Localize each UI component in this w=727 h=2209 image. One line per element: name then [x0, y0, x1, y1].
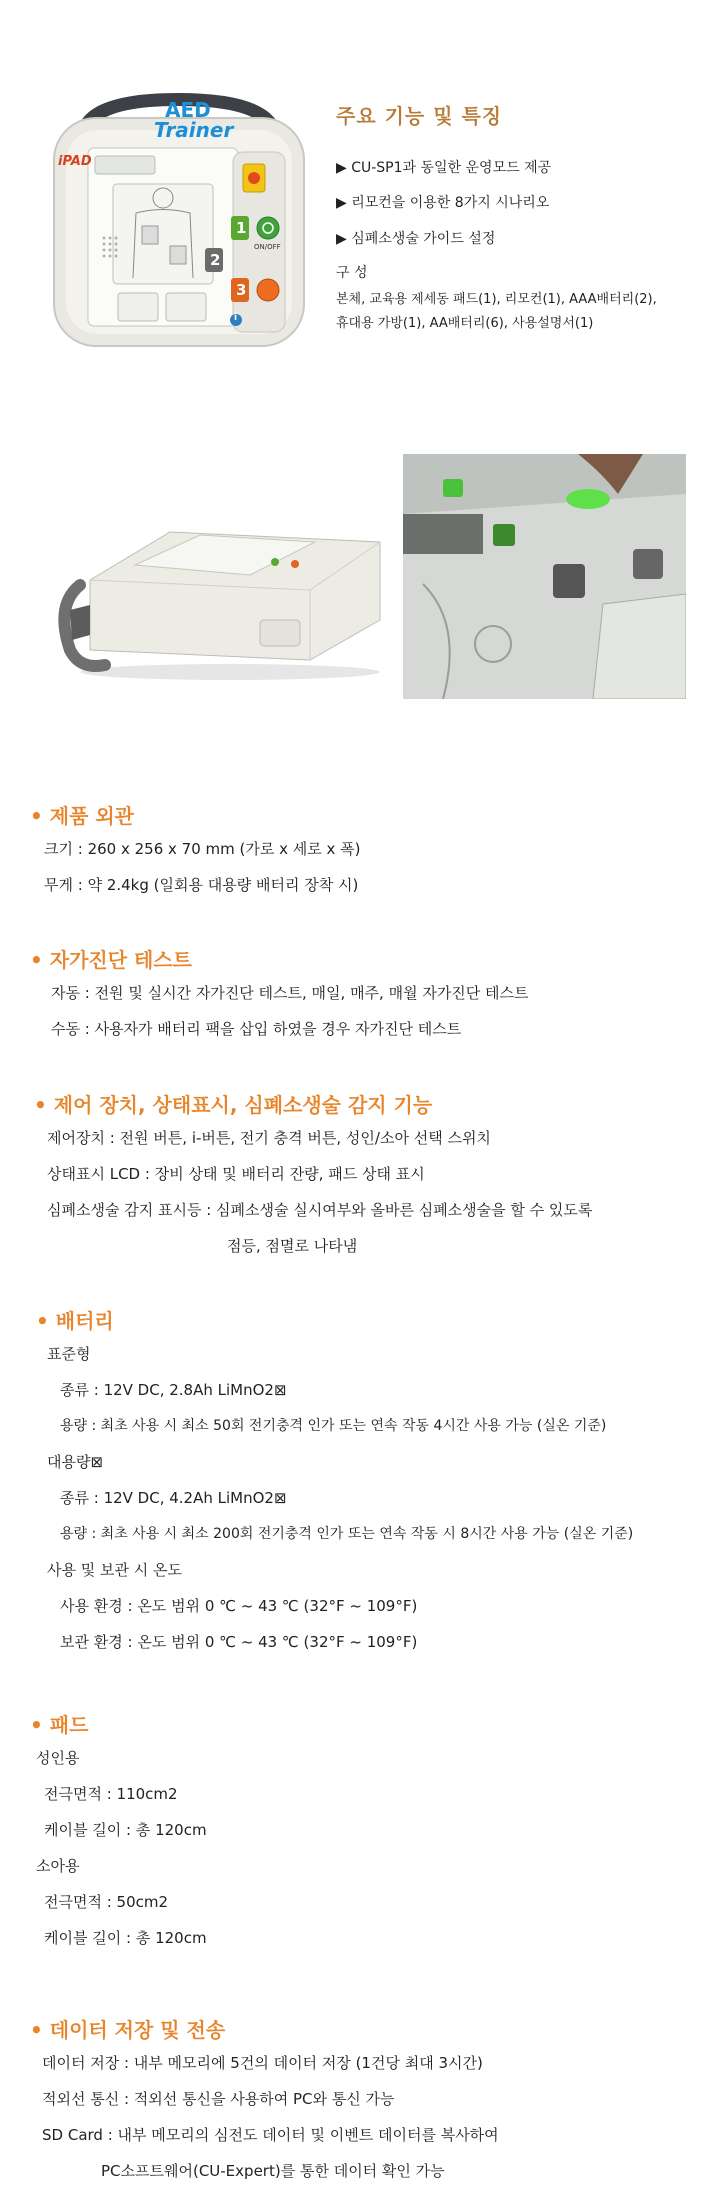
spec-line: 종류 : 12V DC, 4.2Ah LiMnO2⊠: [60, 1489, 287, 1507]
spec-line: 케이블 길이 : 총 120cm: [44, 1821, 207, 1839]
aed-closeup-image: [403, 454, 686, 699]
step-1-badge: 1: [236, 219, 247, 237]
spec-line: SD Card : 내부 메모리의 심전도 데이터 및 이벤트 데이터를 복사하여: [42, 2126, 499, 2144]
composition-line: 휴대용 가방(1), AA배터리(6), 사용설명서(1): [336, 316, 594, 331]
step-3-badge: 3: [236, 281, 247, 299]
section-title-self-test: • 자가진단 테스트: [30, 948, 192, 972]
section-title-pads: • 패드: [30, 1713, 89, 1737]
spec-line: 사용 환경 : 온도 범위 0 ℃ ~ 43 ℃ (32°F ~ 109°F): [60, 1597, 418, 1615]
spec-line: 전극면적 : 110cm2: [44, 1785, 178, 1803]
spec-line: 심폐소생술 감지 표시등 : 심폐소생술 실시여부와 올바른 심폐소생술을 할 수 있도록: [47, 1201, 593, 1219]
spec-line: 적외선 통신 : 적외선 통신을 사용하여 PC와 통신 가능: [42, 2090, 395, 2108]
feature-item: ▶ 심폐소생술 가이드 설정: [336, 231, 496, 247]
spec-line: 상태표시 LCD : 장비 상태 및 배터리 잔량, 패드 상태 표시: [47, 1165, 425, 1183]
spec-line: 용량 : 최초 사용 시 최소 50회 전기충격 인가 또는 연속 작동 4시간 사용 가능 (실온 기준): [60, 1418, 607, 1434]
spec-line: 대용량⊠: [47, 1453, 104, 1471]
spec-line: 소아용: [36, 1857, 80, 1875]
info-icon: i: [234, 313, 238, 323]
onoff-label: ON/OFF: [254, 243, 281, 251]
spec-line: 수동 : 사용자가 배터리 팩을 삽입 하였을 경우 자가진단 테스트: [51, 1020, 462, 1038]
section-title-appearance: • 제품 외관: [30, 804, 134, 828]
section-title-controls: • 제어 장치, 상태표시, 심폐소생술 감지 기능: [34, 1093, 433, 1117]
spec-line: 성인용: [36, 1749, 80, 1767]
spec-line: 제어장치 : 전원 버튼, i-버튼, 전기 충격 버튼, 성인/소아 선택 스위치: [47, 1129, 491, 1147]
spec-line: 사용 및 보관 시 온도: [47, 1561, 182, 1579]
spec-line: 용량 : 최초 사용 시 최소 200회 전기충격 인가 또는 연속 작동 시 8시간 사용 가능 (실온 기준): [60, 1526, 634, 1542]
feature-item: ▶ 리모컨을 이용한 8가지 시나리오: [336, 195, 550, 211]
spec-line: 점등, 점멸로 나타냄: [227, 1237, 358, 1255]
spec-line: 종류 : 12V DC, 2.8Ah LiMnO2⊠: [60, 1381, 287, 1399]
spec-line: 표준형: [47, 1345, 91, 1363]
aed-label: AED: [165, 98, 211, 122]
feature-item: ▶ CU-SP1과 동일한 운영모드 제공: [336, 160, 552, 176]
spec-line: 보관 환경 : 온도 범위 0 ℃ ~ 43 ℃ (32°F ~ 109°F): [60, 1633, 418, 1651]
spec-line: 크기 : 260 x 256 x 70 mm (가로 x 세로 x 폭): [44, 840, 361, 858]
features-title: 주요 기능 및 특징: [336, 104, 503, 128]
spec-line: PC소프트웨어(CU-Expert)를 통한 데이터 확인 가능: [101, 2162, 445, 2180]
section-title-data: • 데이터 저장 및 전송: [30, 2018, 226, 2042]
composition-heading: 구 성: [336, 265, 368, 281]
spec-line: 무게 : 약 2.4kg (일회용 대용량 배터리 장착 시): [44, 876, 359, 894]
ipad-brand-logo: iPAD: [58, 154, 92, 169]
spec-line: 전극면적 : 50cm2: [44, 1893, 169, 1911]
trainer-label: Trainer: [154, 118, 234, 142]
step-2-badge: 2: [210, 251, 221, 269]
spec-line: 데이터 저장 : 내부 메모리에 5건의 데이터 저장 (1건당 최대 3시간): [42, 2054, 483, 2072]
section-title-battery: • 배터리: [36, 1309, 114, 1333]
composition-line: 본체, 교육용 제세동 패드(1), 리모컨(1), AAA배터리(2),: [336, 292, 657, 307]
spec-line: 케이블 길이 : 총 120cm: [44, 1929, 207, 1947]
spec-line: 자동 : 전원 및 실시간 자가진단 테스트, 매일, 매주, 매월 자가진단 테스트: [51, 984, 529, 1002]
aed-side-view-image: [50, 510, 390, 685]
